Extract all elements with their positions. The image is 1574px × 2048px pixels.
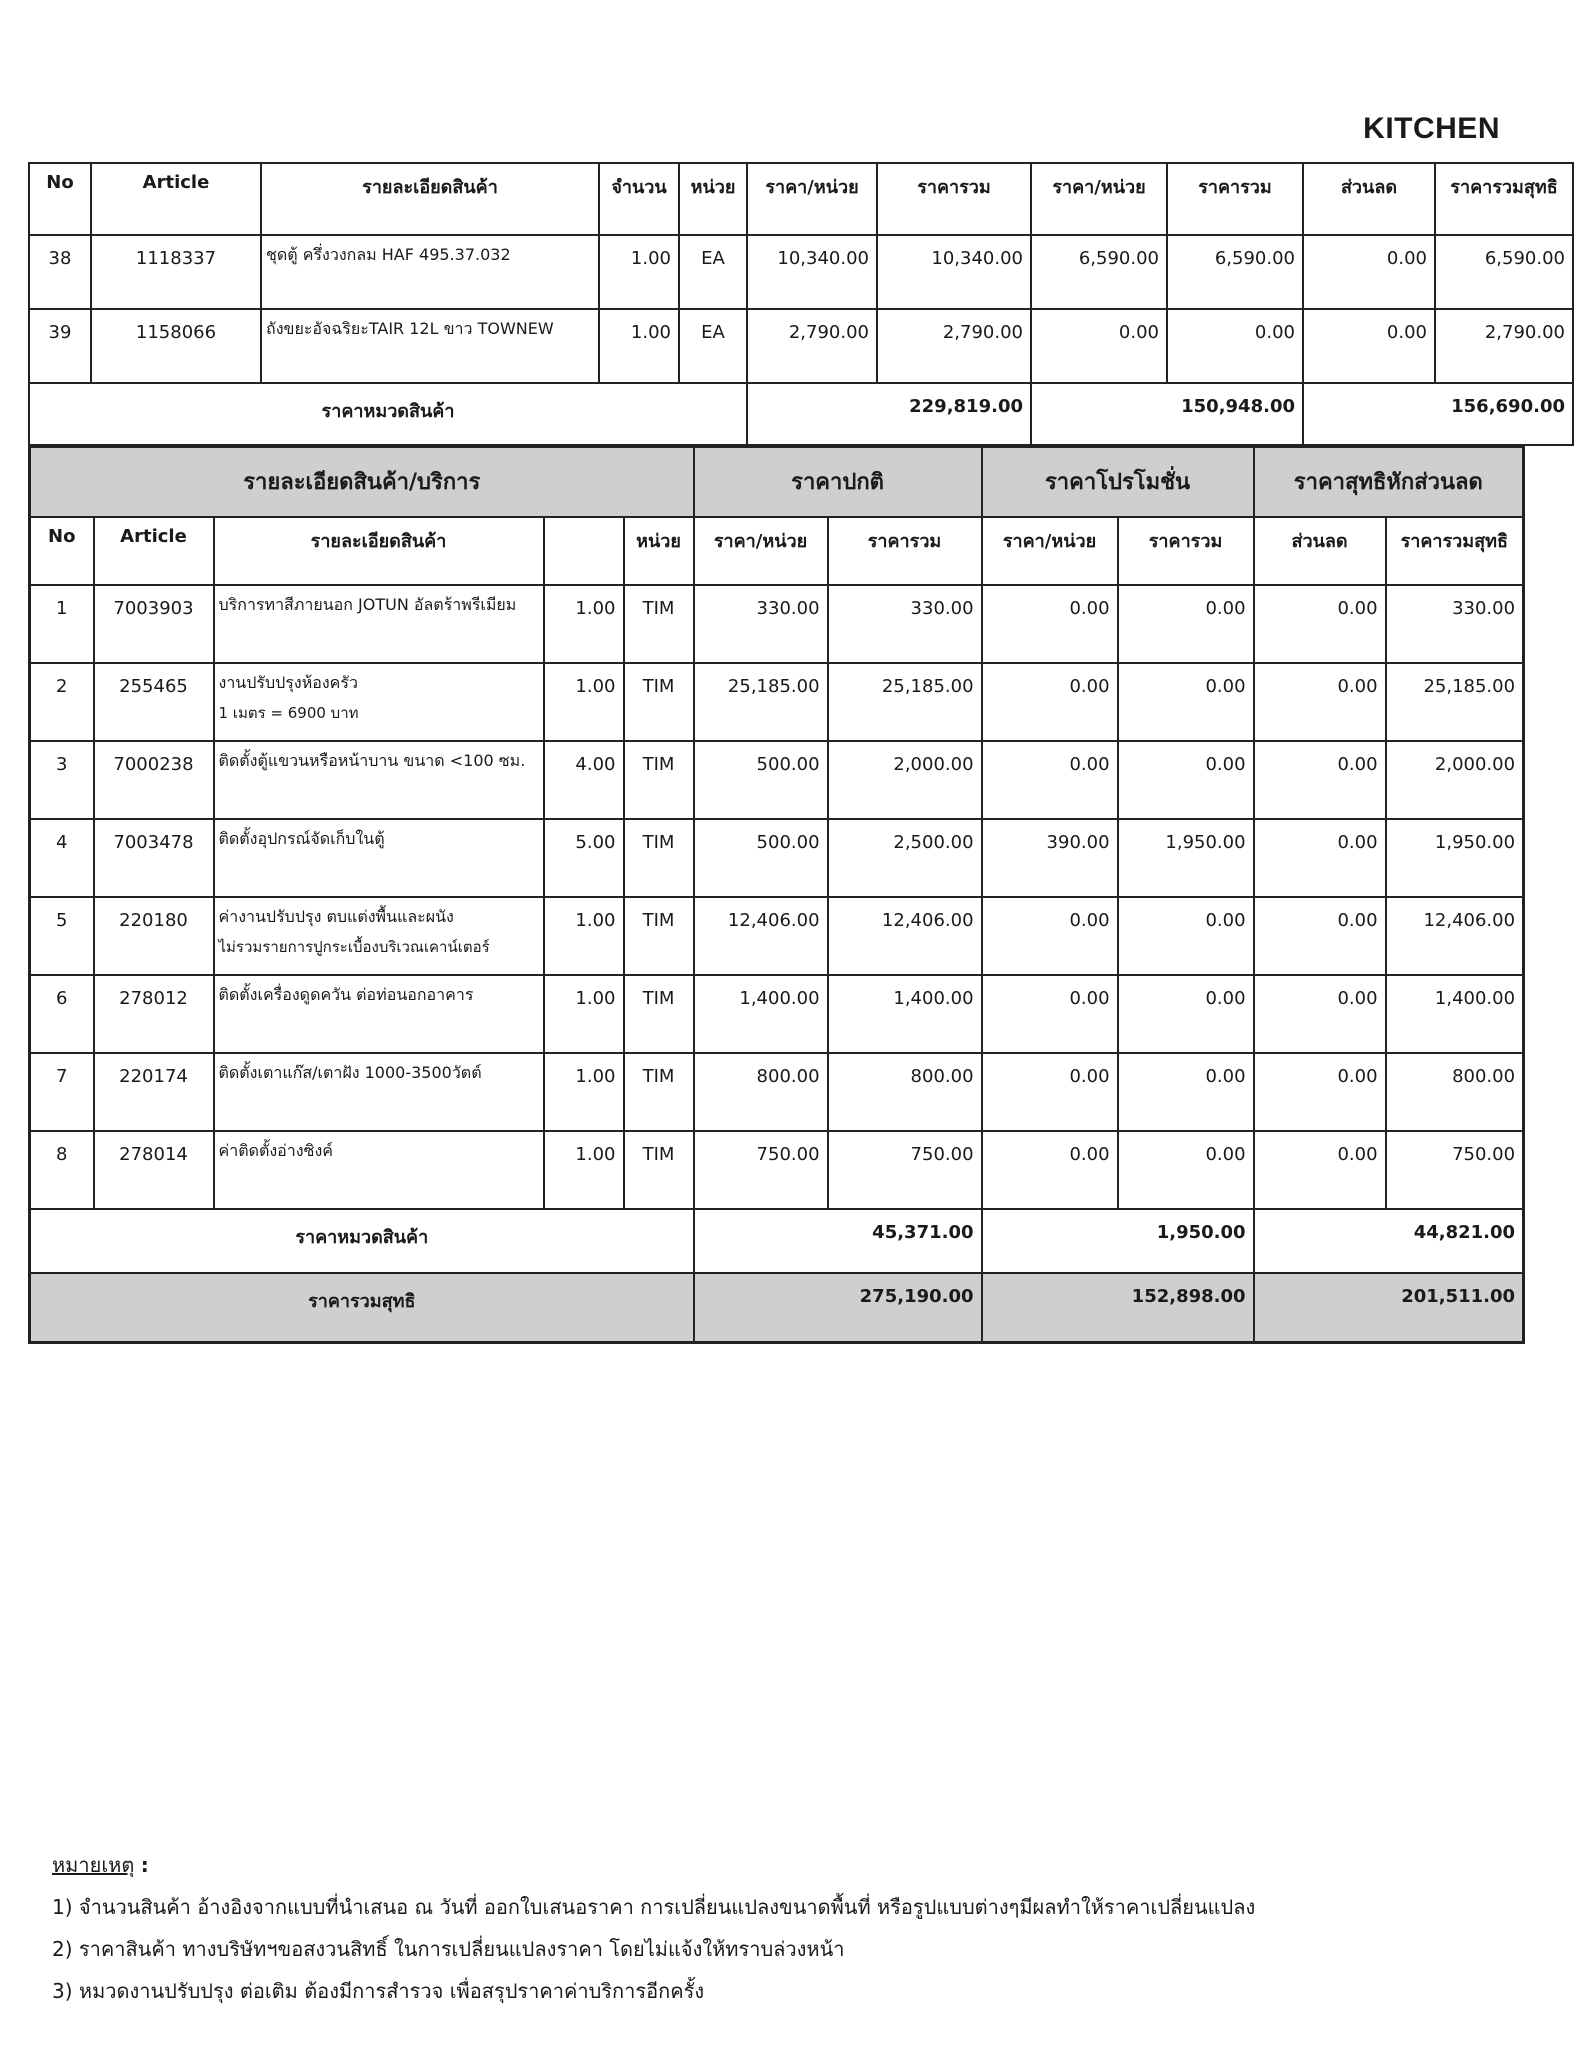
- cell-promo-unit-price: 0.00: [982, 585, 1118, 663]
- cell-quantity: 1.00: [544, 663, 624, 741]
- cell-promo-total: 1,950.00: [1118, 819, 1254, 897]
- cell-article: 255465: [94, 663, 214, 741]
- description-line: ติดตั้งเตาแก๊ส/เตาฝัง 1000-3500วัตต์: [218, 1062, 482, 1082]
- table-header-row: [30, 517, 1524, 585]
- subtotal-label: ราคาหมวดสินค้า: [30, 1209, 694, 1273]
- cell-no: 6: [30, 975, 94, 1053]
- header-quantity: [544, 517, 624, 585]
- cell-no: 39: [29, 309, 91, 383]
- cell-unit-price: 330.00: [694, 585, 828, 663]
- description-line-2: ไม่รวมรายการปูกระเบื้องบริเวณเคาน์เตอร์: [218, 937, 490, 956]
- cell-net-total: 6,590.00: [1435, 235, 1573, 309]
- cell-total: 12,406.00: [828, 897, 982, 975]
- table-header-row: [29, 163, 1573, 235]
- group-header-normal-price: ราคาปกติ: [694, 447, 982, 517]
- cell-total: 1,400.00: [828, 975, 982, 1053]
- header-article: Article: [94, 517, 214, 585]
- cell-net-total: 800.00: [1386, 1053, 1524, 1131]
- cell-promo-total: 0.00: [1167, 309, 1303, 383]
- table-row: [30, 1053, 1524, 1131]
- grand-total-net: 201,511.00: [1254, 1273, 1524, 1343]
- cell-article: 220180: [94, 897, 214, 975]
- cell-total: 330.00: [828, 585, 982, 663]
- grand-total-promo: 152,898.00: [982, 1273, 1254, 1343]
- cell-description: [214, 819, 544, 897]
- header-description: รายละเอียดสินค้า: [214, 517, 544, 585]
- cell-no: 7: [30, 1053, 94, 1131]
- cell-unit-price: 12,406.00: [694, 897, 828, 975]
- cell-discount: 0.00: [1254, 741, 1386, 819]
- cell-promo-unit-price: 0.00: [982, 1131, 1118, 1209]
- notes-heading-line: [52, 1844, 1255, 1886]
- description-line: ค่างานปรับปรุง ตบแต่งพื้นและผนัง: [218, 906, 454, 926]
- cell-no: 2: [30, 663, 94, 741]
- cell-description: ถังขยะอัจฉริยะTAIR 12L ขาว TOWNEW: [261, 309, 599, 383]
- cell-net-total: 25,185.00: [1386, 663, 1524, 741]
- cell-discount: 0.00: [1254, 975, 1386, 1053]
- header-quantity: จำนวน: [599, 163, 679, 235]
- cell-total: 10,340.00: [877, 235, 1031, 309]
- cell-total: 25,185.00: [828, 663, 982, 741]
- cell-quantity: 5.00: [544, 819, 624, 897]
- cell-article: 278012: [94, 975, 214, 1053]
- cell-description: [214, 663, 544, 741]
- cell-quantity: 1.00: [544, 1053, 624, 1131]
- cell-quantity: 1.00: [544, 975, 624, 1053]
- cell-net-total: 750.00: [1386, 1131, 1524, 1209]
- cell-unit-price: 25,185.00: [694, 663, 828, 741]
- cell-net-total: 2,000.00: [1386, 741, 1524, 819]
- header-article: Article: [91, 163, 261, 235]
- cell-net-total: 1,400.00: [1386, 975, 1524, 1053]
- description-line: ค่าติดตั้งอ่างซิงค์: [218, 1140, 333, 1160]
- subtotal-normal: 229,819.00: [747, 383, 1031, 445]
- cell-total: 2,790.00: [877, 309, 1031, 383]
- header-promo-total: ราคารวม: [1167, 163, 1303, 235]
- table-row: [29, 235, 1573, 309]
- cell-article: 7003478: [94, 819, 214, 897]
- group-header-promo-price: ราคาโปรโมชั่น: [982, 447, 1254, 517]
- cell-unit: TIM: [624, 585, 694, 663]
- cell-promo-unit-price: 0.00: [982, 663, 1118, 741]
- subtotal-net: 156,690.00: [1303, 383, 1573, 445]
- notes-heading: หมายเหตุ: [52, 1853, 135, 1877]
- cell-description: [214, 585, 544, 663]
- cell-unit: TIM: [624, 897, 694, 975]
- cell-article: 1158066: [91, 309, 261, 383]
- cell-unit: TIM: [624, 1131, 694, 1209]
- cell-unit-price: 2,790.00: [747, 309, 877, 383]
- cell-quantity: 1.00: [544, 585, 624, 663]
- notes-section: [52, 1844, 1255, 2012]
- cell-net-total: 1,950.00: [1386, 819, 1524, 897]
- cell-article: 220174: [94, 1053, 214, 1131]
- header-unit: หน่วย: [624, 517, 694, 585]
- grand-total-label: ราคารวมสุทธิ: [30, 1273, 694, 1343]
- cell-promo-total: 0.00: [1118, 741, 1254, 819]
- cell-no: 4: [30, 819, 94, 897]
- product-table: [28, 162, 1574, 446]
- cell-promo-total: 0.00: [1118, 663, 1254, 741]
- cell-discount: 0.00: [1303, 235, 1435, 309]
- table-row: [30, 663, 1524, 741]
- subtotal-row: [29, 383, 1573, 445]
- table-row: [29, 309, 1573, 383]
- cell-article: 278014: [94, 1131, 214, 1209]
- cell-description: [214, 741, 544, 819]
- subtotal-promo: 150,948.00: [1031, 383, 1303, 445]
- cell-description: [214, 975, 544, 1053]
- header-unit-price: ราคา/หน่วย: [694, 517, 828, 585]
- cell-article: 1118337: [91, 235, 261, 309]
- page-title: KITCHEN: [1363, 112, 1500, 145]
- header-net-total: ราคารวมสุทธิ: [1435, 163, 1573, 235]
- cell-quantity: 1.00: [544, 1131, 624, 1209]
- cell-quantity: 1.00: [599, 235, 679, 309]
- cell-unit: TIM: [624, 741, 694, 819]
- header-discount: ส่วนลด: [1254, 517, 1386, 585]
- header-promo-total: ราคารวม: [1118, 517, 1254, 585]
- cell-promo-total: 0.00: [1118, 1053, 1254, 1131]
- subtotal-promo: 1,950.00: [982, 1209, 1254, 1273]
- header-no: No: [30, 517, 94, 585]
- description-line: ติดตั้งเครื่องดูดควัน ต่อท่อนอกอาคาร: [218, 984, 474, 1004]
- service-table: [28, 445, 1525, 1344]
- cell-unit-price: 1,400.00: [694, 975, 828, 1053]
- cell-description: ชุดตู้ ครึ่งวงกลม HAF 495.37.032: [261, 235, 599, 309]
- note-item: 2) ราคาสินค้า ทางบริษัทฯขอสงวนสิทธิ์ ในการเปลี่ยนแปลงราคา โดยไม่แจ้งให้ทราบล่วงหน้า: [52, 1937, 845, 1961]
- cell-article: 7003903: [94, 585, 214, 663]
- group-header-details: รายละเอียดสินค้า/บริการ: [30, 447, 694, 517]
- description-line: บริการทาสีภายนอก JOTUN อัลตร้าพรีเมียม: [218, 594, 517, 614]
- cell-unit-price: 10,340.00: [747, 235, 877, 309]
- header-total: ราคารวม: [877, 163, 1031, 235]
- cell-promo-total: 0.00: [1118, 897, 1254, 975]
- subtotal-normal: 45,371.00: [694, 1209, 982, 1273]
- cell-promo-unit-price: 0.00: [982, 897, 1118, 975]
- group-header-net-price: ราคาสุทธิหักส่วนลด: [1254, 447, 1524, 517]
- cell-discount: 0.00: [1254, 897, 1386, 975]
- subtotal-row: [30, 1209, 1524, 1273]
- cell-article: 7000238: [94, 741, 214, 819]
- cell-total: 800.00: [828, 1053, 982, 1131]
- cell-unit: TIM: [624, 663, 694, 741]
- group-header-row: [30, 447, 1524, 517]
- cell-unit-price: 800.00: [694, 1053, 828, 1131]
- header-total: ราคารวม: [828, 517, 982, 585]
- note-item: 1) จำนวนสินค้า อ้างอิงจากแบบที่นำเสนอ ณ วันที่ ออกใบเสนอราคา การเปลี่ยนแปลงขนาดพื้นที่ หรือรูปแบบต่างๆมีผลทำให้ราคาเปลี่ยนแปลง: [52, 1895, 1256, 1919]
- table-row: [30, 1131, 1524, 1209]
- cell-promo-unit-price: 0.00: [982, 1053, 1118, 1131]
- cell-discount: 0.00: [1254, 585, 1386, 663]
- cell-quantity: 1.00: [544, 897, 624, 975]
- cell-promo-unit-price: 0.00: [1031, 309, 1167, 383]
- cell-promo-unit-price: 390.00: [982, 819, 1118, 897]
- table-row: [30, 741, 1524, 819]
- cell-promo-total: 6,590.00: [1167, 235, 1303, 309]
- cell-no: 5: [30, 897, 94, 975]
- cell-no: 38: [29, 235, 91, 309]
- description-line: งานปรับปรุงห้องครัว: [218, 672, 358, 692]
- cell-no: 8: [30, 1131, 94, 1209]
- cell-unit: EA: [679, 235, 747, 309]
- cell-discount: 0.00: [1254, 1053, 1386, 1131]
- cell-no: 3: [30, 741, 94, 819]
- cell-unit-price: 500.00: [694, 819, 828, 897]
- cell-net-total: 12,406.00: [1386, 897, 1524, 975]
- cell-promo-unit-price: 0.00: [982, 975, 1118, 1053]
- cell-promo-unit-price: 6,590.00: [1031, 235, 1167, 309]
- cell-discount: 0.00: [1254, 819, 1386, 897]
- cell-description: [214, 1131, 544, 1209]
- cell-promo-total: 0.00: [1118, 975, 1254, 1053]
- cell-unit-price: 500.00: [694, 741, 828, 819]
- cell-discount: 0.00: [1254, 663, 1386, 741]
- notes-colon: :: [140, 1853, 149, 1877]
- table-row: [30, 819, 1524, 897]
- grand-total-normal: 275,190.00: [694, 1273, 982, 1343]
- cell-promo-total: 0.00: [1118, 585, 1254, 663]
- cell-unit: TIM: [624, 819, 694, 897]
- cell-unit: EA: [679, 309, 747, 383]
- cell-unit-price: 750.00: [694, 1131, 828, 1209]
- header-no: No: [29, 163, 91, 235]
- header-net-total: ราคารวมสุทธิ: [1386, 517, 1524, 585]
- header-unit: หน่วย: [679, 163, 747, 235]
- cell-net-total: 330.00: [1386, 585, 1524, 663]
- cell-promo-total: 0.00: [1118, 1131, 1254, 1209]
- cell-description: [214, 1053, 544, 1131]
- cell-total: 2,500.00: [828, 819, 982, 897]
- cell-unit: TIM: [624, 1053, 694, 1131]
- service-table-body: [30, 585, 1524, 1209]
- grand-total-row: [30, 1273, 1524, 1343]
- cell-quantity: 1.00: [599, 309, 679, 383]
- table-row: [30, 975, 1524, 1053]
- cell-quantity: 4.00: [544, 741, 624, 819]
- description-line: ติดตั้งอุปกรณ์จัดเก็บในตู้: [218, 828, 385, 848]
- cell-promo-unit-price: 0.00: [982, 741, 1118, 819]
- description-line: ติดตั้งตู้แขวนหรือหน้าบาน ขนาด <100 ซม.: [218, 750, 526, 770]
- cell-description: [214, 897, 544, 975]
- cell-unit: TIM: [624, 975, 694, 1053]
- cell-no: 1: [30, 585, 94, 663]
- cell-total: 2,000.00: [828, 741, 982, 819]
- header-unit-price: ราคา/หน่วย: [747, 163, 877, 235]
- cell-discount: 0.00: [1303, 309, 1435, 383]
- header-promo-unit-price: ราคา/หน่วย: [1031, 163, 1167, 235]
- table-row: [30, 585, 1524, 663]
- description-line-2: 1 เมตร = 6900 บาท: [218, 703, 359, 722]
- table-row: [30, 897, 1524, 975]
- subtotal-net: 44,821.00: [1254, 1209, 1524, 1273]
- cell-total: 750.00: [828, 1131, 982, 1209]
- header-description: รายละเอียดสินค้า: [261, 163, 599, 235]
- note-item: 3) หมวดงานปรับปรุง ต่อเติม ต้องมีการสำรวจ เพื่อสรุปราคาค่าบริการอีกครั้ง: [52, 1979, 705, 2003]
- cell-discount: 0.00: [1254, 1131, 1386, 1209]
- cell-net-total: 2,790.00: [1435, 309, 1573, 383]
- subtotal-label: ราคาหมวดสินค้า: [29, 383, 747, 445]
- header-discount: ส่วนลด: [1303, 163, 1435, 235]
- header-promo-unit-price: ราคา/หน่วย: [982, 517, 1118, 585]
